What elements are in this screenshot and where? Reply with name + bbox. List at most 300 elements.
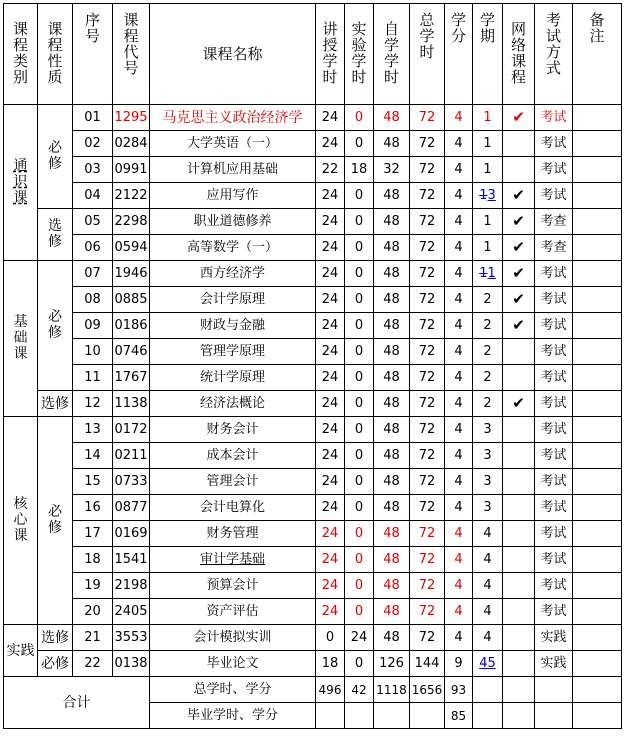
row-exam: 考试 — [535, 313, 573, 339]
row-lecture: 24 — [316, 443, 345, 469]
row-seq: 09 — [73, 313, 113, 339]
row-name: 会计学原理 — [150, 287, 316, 313]
term-inserted: 5 — [487, 655, 496, 671]
row-name: 管理会计 — [150, 469, 316, 495]
row-total: 72 — [410, 131, 445, 157]
row-lecture: 24 — [316, 521, 345, 547]
row-self: 48 — [374, 521, 410, 547]
row-lecture: 24 — [316, 417, 345, 443]
row-code: 1295 — [113, 105, 150, 131]
row-term: 4 — [473, 599, 503, 625]
row-term: 4 — [473, 573, 503, 599]
row-name: 职业道德修养 — [150, 209, 316, 235]
row-seq: 16 — [73, 495, 113, 521]
row-total: 72 — [410, 599, 445, 625]
row-name: 会计模拟实训 — [150, 625, 316, 651]
header-term: 学期 — [473, 4, 503, 105]
row-lab: 0 — [345, 495, 374, 521]
row-credit: 4 — [445, 521, 473, 547]
row-exam: 考查 — [535, 209, 573, 235]
nature-required: 必修 — [38, 651, 73, 677]
nature-required: 必修 — [38, 105, 73, 209]
row-self: 48 — [374, 209, 410, 235]
row-self: 48 — [374, 443, 410, 469]
row-note — [573, 443, 622, 469]
row-note — [573, 261, 622, 287]
header-seq: 序号 — [73, 4, 113, 105]
row-code: 0169 — [113, 521, 150, 547]
row-name: 计算机应用基础 — [150, 157, 316, 183]
row-lab: 0 — [345, 573, 374, 599]
summary-row — [4, 677, 622, 703]
row-total: 72 — [410, 235, 445, 261]
row-exam: 考试 — [535, 261, 573, 287]
grad-lab — [345, 703, 374, 729]
row-credit: 4 — [445, 625, 473, 651]
group-practice: 实践 — [4, 625, 38, 677]
summary-self: 1118 — [374, 677, 410, 703]
row-term — [473, 183, 503, 209]
table-row — [4, 417, 622, 443]
row-note — [573, 651, 622, 677]
row-credit: 4 — [445, 339, 473, 365]
row-online — [503, 651, 535, 677]
row-lecture: 24 — [316, 235, 345, 261]
check-icon: ✔ — [512, 393, 525, 412]
row-lecture: 0 — [316, 625, 345, 651]
row-credit: 4 — [445, 131, 473, 157]
table-row — [4, 209, 622, 235]
row-name: 财务管理 — [150, 521, 316, 547]
row-credit: 9 — [445, 651, 473, 677]
row-self: 48 — [374, 339, 410, 365]
row-name: 毕业论文 — [150, 651, 316, 677]
row-total: 144 — [410, 651, 445, 677]
row-lecture: 24 — [316, 105, 345, 131]
row-online — [503, 547, 535, 573]
row-online — [503, 443, 535, 469]
row-online — [503, 209, 535, 235]
row-credit: 4 — [445, 235, 473, 261]
row-note — [573, 157, 622, 183]
row-total: 72 — [410, 495, 445, 521]
row-lab: 18 — [345, 157, 374, 183]
row-lab: 0 — [345, 599, 374, 625]
header-self: 自学学时 — [374, 4, 410, 105]
row-self: 48 — [374, 573, 410, 599]
summary-term — [473, 677, 503, 703]
row-lab: 0 — [345, 183, 374, 209]
row-code: 1946 — [113, 261, 150, 287]
row-total: 72 — [410, 339, 445, 365]
row-lecture: 24 — [316, 495, 345, 521]
row-seq: 03 — [73, 157, 113, 183]
row-total: 72 — [410, 365, 445, 391]
row-note — [573, 547, 622, 573]
row-seq: 04 — [73, 183, 113, 209]
row-online — [503, 183, 535, 209]
row-lab: 24 — [345, 625, 374, 651]
row-lab: 0 — [345, 417, 374, 443]
row-credit: 4 — [445, 391, 473, 417]
row-lab: 0 — [345, 443, 374, 469]
row-lecture: 24 — [316, 209, 345, 235]
table-row — [4, 261, 622, 287]
row-note — [573, 131, 622, 157]
row-total: 72 — [410, 209, 445, 235]
grad-term — [473, 703, 503, 729]
row-name: 统计学原理 — [150, 365, 316, 391]
grad-online — [503, 703, 535, 729]
row-code: 0877 — [113, 495, 150, 521]
row-term: 4 — [473, 547, 503, 573]
row-total: 72 — [410, 105, 445, 131]
header-name: 课程名称 — [150, 4, 316, 105]
table-row — [4, 105, 622, 131]
row-lecture: 24 — [316, 391, 345, 417]
row-exam: 考试 — [535, 365, 573, 391]
row-lecture: 24 — [316, 599, 345, 625]
row-term — [473, 651, 503, 677]
row-seq: 15 — [73, 469, 113, 495]
row-exam: 考试 — [535, 287, 573, 313]
row-seq: 17 — [73, 521, 113, 547]
row-lecture: 24 — [316, 339, 345, 365]
row-note — [573, 313, 622, 339]
row-name: 成本会计 — [150, 443, 316, 469]
row-term: 1 — [473, 157, 503, 183]
row-seq: 02 — [73, 131, 113, 157]
row-seq: 13 — [73, 417, 113, 443]
table-row — [4, 313, 622, 339]
row-lab: 0 — [345, 365, 374, 391]
summary-total: 1656 — [410, 677, 445, 703]
row-code: 3553 — [113, 625, 150, 651]
row-credit: 4 — [445, 417, 473, 443]
row-self: 48 — [374, 105, 410, 131]
row-total: 72 — [410, 417, 445, 443]
row-exam: 考试 — [535, 339, 573, 365]
row-total: 72 — [410, 391, 445, 417]
header-note: 备注 — [573, 4, 622, 105]
term-deleted: 1 — [479, 265, 488, 281]
row-exam: 实践 — [535, 625, 573, 651]
row-term: 1 — [473, 105, 503, 131]
header-category: 课程类别 — [4, 4, 38, 105]
row-self: 48 — [374, 599, 410, 625]
row-name: 大学英语（一） — [150, 131, 316, 157]
row-online — [503, 417, 535, 443]
row-credit: 4 — [445, 547, 473, 573]
row-seq: 11 — [73, 365, 113, 391]
row-exam: 考试 — [535, 443, 573, 469]
row-code: 0733 — [113, 469, 150, 495]
term-inserted: 4 — [479, 655, 488, 671]
row-self: 48 — [374, 131, 410, 157]
row-code: 0284 — [113, 131, 150, 157]
nature-elective: 选修 — [38, 625, 73, 651]
row-seq: 21 — [73, 625, 113, 651]
row-exam: 考试 — [535, 469, 573, 495]
row-seq: 18 — [73, 547, 113, 573]
nature-required: 必修 — [38, 261, 73, 391]
header-code: 课程代号 — [113, 4, 150, 105]
summary-note — [573, 677, 622, 703]
header-total: 总学时 — [410, 4, 445, 105]
row-credit: 4 — [445, 209, 473, 235]
row-seq: 14 — [73, 443, 113, 469]
row-total: 72 — [410, 573, 445, 599]
header-online: 网络课程 — [503, 4, 535, 105]
table-row — [4, 521, 622, 547]
row-code: 0885 — [113, 287, 150, 313]
table-row — [4, 495, 622, 521]
row-total: 72 — [410, 183, 445, 209]
row-name: 高等数学（一） — [150, 235, 316, 261]
nature-required: 必修 — [38, 417, 73, 625]
row-self: 48 — [374, 365, 410, 391]
row-exam: 考试 — [535, 183, 573, 209]
row-exam: 实践 — [535, 651, 573, 677]
table-row — [4, 391, 622, 417]
row-lab: 0 — [345, 547, 374, 573]
row-code: 0594 — [113, 235, 150, 261]
check-icon: ✔ — [512, 211, 525, 230]
row-code: 0746 — [113, 339, 150, 365]
row-total: 72 — [410, 313, 445, 339]
row-exam: 考查 — [535, 235, 573, 261]
group-general: 通识课 — [4, 105, 38, 261]
check-icon: ✔ — [512, 315, 525, 334]
row-total: 72 — [410, 625, 445, 651]
row-lecture: 22 — [316, 157, 345, 183]
term-deleted: 1 — [479, 187, 488, 203]
row-lecture: 24 — [316, 183, 345, 209]
check-icon: ✔ — [512, 263, 525, 282]
group-core: 核心课 — [4, 417, 38, 625]
group-basic: 基础课 — [4, 261, 38, 417]
table-row — [4, 131, 622, 157]
summary-online — [503, 677, 535, 703]
header-row — [4, 4, 622, 105]
summary-credit: 93 — [445, 677, 473, 703]
row-exam: 考试 — [535, 417, 573, 443]
row-term: 2 — [473, 287, 503, 313]
table-row — [4, 599, 622, 625]
row-exam: 考试 — [535, 599, 573, 625]
row-credit: 4 — [445, 599, 473, 625]
row-seq: 08 — [73, 287, 113, 313]
row-code: 2198 — [113, 573, 150, 599]
row-name: 财政与金融 — [150, 313, 316, 339]
row-code: 1767 — [113, 365, 150, 391]
row-note — [573, 287, 622, 313]
row-lecture: 24 — [316, 287, 345, 313]
row-name: 应用写作 — [150, 183, 316, 209]
row-online — [503, 235, 535, 261]
row-note — [573, 105, 622, 131]
table-row — [4, 183, 622, 209]
row-online — [503, 391, 535, 417]
row-online — [503, 573, 535, 599]
row-name: 预算会计 — [150, 573, 316, 599]
curriculum-table — [3, 3, 622, 729]
summary-total-label: 总学时、学分 — [150, 677, 316, 703]
row-note — [573, 469, 622, 495]
grad-self — [374, 703, 410, 729]
row-seq: 07 — [73, 261, 113, 287]
row-self: 48 — [374, 625, 410, 651]
row-online — [503, 521, 535, 547]
row-online — [503, 157, 535, 183]
row-term: 1 — [473, 235, 503, 261]
row-self: 48 — [374, 547, 410, 573]
row-credit: 4 — [445, 365, 473, 391]
row-name: 财务会计 — [150, 417, 316, 443]
header-lab: 实验学时 — [345, 4, 374, 105]
row-lecture: 24 — [316, 547, 345, 573]
row-self: 48 — [374, 235, 410, 261]
row-lecture: 24 — [316, 261, 345, 287]
row-note — [573, 599, 622, 625]
row-lab: 0 — [345, 521, 374, 547]
row-term: 3 — [473, 469, 503, 495]
row-total: 72 — [410, 521, 445, 547]
row-code: 0138 — [113, 651, 150, 677]
row-self: 48 — [374, 469, 410, 495]
row-self: 48 — [374, 183, 410, 209]
row-note — [573, 495, 622, 521]
row-note — [573, 209, 622, 235]
term-inserted: 1 — [487, 265, 496, 281]
row-exam: 考试 — [535, 157, 573, 183]
grad-note — [573, 703, 622, 729]
row-online — [503, 339, 535, 365]
row-self: 126 — [374, 651, 410, 677]
grad-total — [410, 703, 445, 729]
row-name: 审计学基础 — [150, 547, 316, 573]
row-credit: 4 — [445, 469, 473, 495]
row-exam: 考试 — [535, 131, 573, 157]
row-term: 2 — [473, 391, 503, 417]
row-lecture: 24 — [316, 573, 345, 599]
row-online — [503, 599, 535, 625]
row-total: 72 — [410, 287, 445, 313]
table-row — [4, 547, 622, 573]
row-lecture: 24 — [316, 469, 345, 495]
row-seq: 19 — [73, 573, 113, 599]
row-credit: 4 — [445, 495, 473, 521]
row-credit: 4 — [445, 157, 473, 183]
check-icon: ✔ — [512, 185, 525, 204]
summary-label: 合计 — [4, 677, 150, 729]
row-total: 72 — [410, 157, 445, 183]
row-term — [473, 261, 503, 287]
row-lab: 0 — [345, 339, 374, 365]
row-note — [573, 235, 622, 261]
table-row — [4, 365, 622, 391]
row-self: 48 — [374, 287, 410, 313]
table-row — [4, 157, 622, 183]
row-term: 3 — [473, 443, 503, 469]
row-self: 32 — [374, 157, 410, 183]
grad-exam — [535, 703, 573, 729]
table-row — [4, 651, 622, 677]
table-row — [4, 287, 622, 313]
row-online — [503, 105, 535, 131]
row-term: 2 — [473, 313, 503, 339]
row-term: 1 — [473, 209, 503, 235]
row-note — [573, 391, 622, 417]
row-seq: 01 — [73, 105, 113, 131]
row-term: 3 — [473, 417, 503, 443]
row-online — [503, 261, 535, 287]
row-credit: 4 — [445, 183, 473, 209]
term-inserted: 3 — [487, 187, 496, 203]
row-term: 3 — [473, 495, 503, 521]
table-row — [4, 625, 622, 651]
row-credit: 4 — [445, 261, 473, 287]
row-note — [573, 573, 622, 599]
row-seq: 05 — [73, 209, 113, 235]
grad-label: 毕业学时、学分 — [150, 703, 316, 729]
table-row — [4, 443, 622, 469]
summary-exam — [535, 677, 573, 703]
row-exam: 考试 — [535, 521, 573, 547]
check-icon: ✔ — [512, 289, 525, 308]
row-code: 0172 — [113, 417, 150, 443]
row-lab: 0 — [345, 313, 374, 339]
grad-credit: 85 — [445, 703, 473, 729]
row-note — [573, 339, 622, 365]
row-self: 48 — [374, 495, 410, 521]
row-credit: 4 — [445, 573, 473, 599]
header-exam: 考试方式 — [535, 4, 573, 105]
row-lab: 0 — [345, 235, 374, 261]
row-seq: 20 — [73, 599, 113, 625]
row-note — [573, 625, 622, 651]
row-code: 2122 — [113, 183, 150, 209]
row-online — [503, 469, 535, 495]
row-lecture: 24 — [316, 365, 345, 391]
row-code: 0991 — [113, 157, 150, 183]
row-seq: 22 — [73, 651, 113, 677]
check-icon: ✔ — [512, 107, 525, 126]
row-total: 72 — [410, 547, 445, 573]
row-code: 0186 — [113, 313, 150, 339]
nature-elective: 选修 — [38, 391, 73, 417]
row-lecture: 18 — [316, 651, 345, 677]
row-seq: 06 — [73, 235, 113, 261]
row-online — [503, 625, 535, 651]
row-name: 会计电算化 — [150, 495, 316, 521]
row-code: 1541 — [113, 547, 150, 573]
row-code: 2298 — [113, 209, 150, 235]
row-online — [503, 495, 535, 521]
row-online — [503, 365, 535, 391]
row-credit: 4 — [445, 105, 473, 131]
row-lab: 0 — [345, 651, 374, 677]
row-exam: 考试 — [535, 495, 573, 521]
row-note — [573, 417, 622, 443]
header-lecture: 讲授学时 — [316, 4, 345, 105]
row-seq: 12 — [73, 391, 113, 417]
summary-lecture: 496 — [316, 677, 345, 703]
row-lecture: 24 — [316, 131, 345, 157]
row-online — [503, 287, 535, 313]
grad-lecture — [316, 703, 345, 729]
row-note — [573, 183, 622, 209]
